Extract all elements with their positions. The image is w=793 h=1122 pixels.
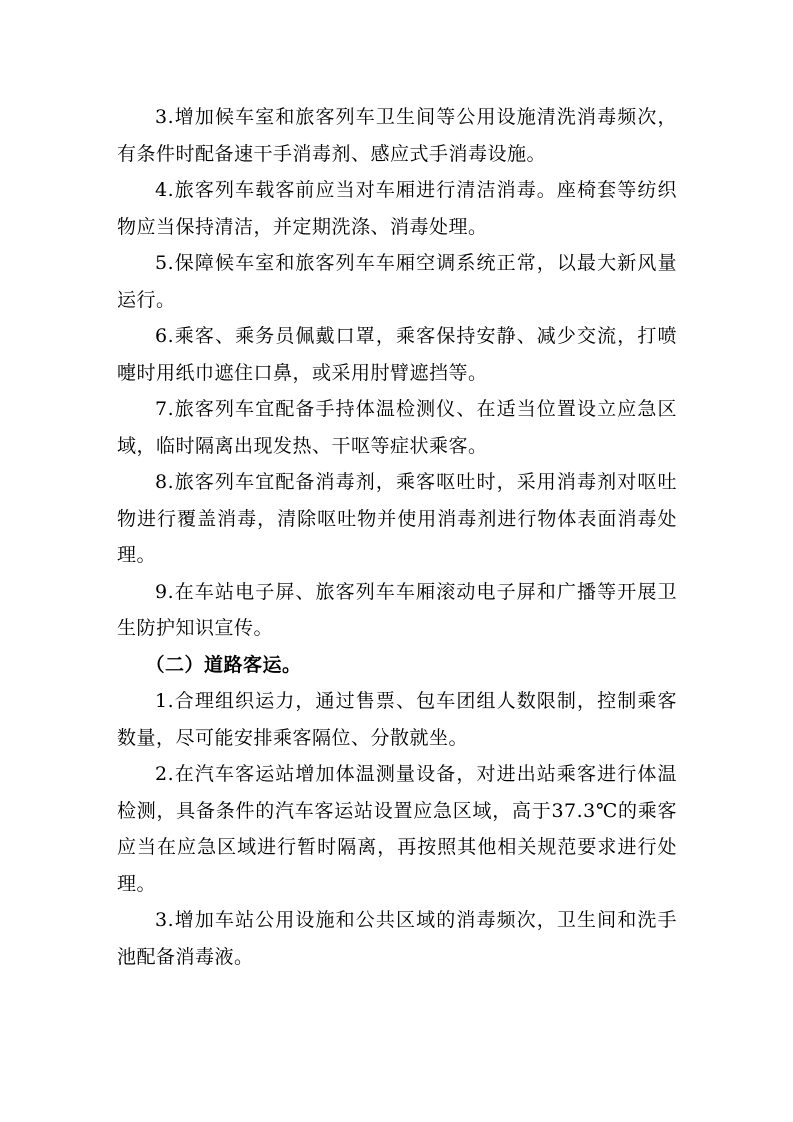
railway-item-3: 3.增加候车室和旅客列车卫生间等公用设施清洗消毒频次，有条件时配备速干手消毒剂、感应式手消毒设施。 [117,106,677,165]
railway-item-5: 5.保障候车室和旅客列车车厢空调系统正常，以最大新风量运行。 [117,252,677,311]
road-item-1: 1.合理组织运力，通过售票、包车团组人数限制，控制乘客数量，尽可能安排乘客隔位、分散就坐。 [117,690,677,749]
railway-item-7: 7.旅客列车宜配备手持体温检测仪、在适当位置设立应急区域，临时隔离出现发热、干呕等症状乘客。 [117,398,677,457]
road-item-2: 2.在汽车客运站增加体温测量设备，对进出站乘客进行体温检测，具备条件的汽车客运站设置应急区域，高于37.3℃的乘客应当在应急区域进行暂时隔离，再按照其他相关规范要求进行处理。 [117,763,677,895]
document-page [117,99,677,975]
road-item-3: 3.增加车站公用设施和公共区域的消毒频次，卫生间和洗手池配备消毒液。 [117,909,677,968]
railway-item-9: 9.在车站电子屏、旅客列车车厢滚动电子屏和广播等开展卫生防护知识宣传。 [117,580,677,639]
railway-item-6: 6.乘客、乘务员佩戴口罩，乘客保持安静、减少交流，打喷嚏时用纸巾遮住口鼻，或采用肘臂遮挡等。 [117,325,677,384]
railway-item-8: 8.旅客列车宜配备消毒剂，乘客呕吐时，采用消毒剂对呕吐物进行覆盖消毒，清除呕吐物并使用消毒剂进行物体表面消毒处理。 [117,471,677,566]
railway-item-4: 4.旅客列车载客前应当对车厢进行清洁消毒。座椅套等纺织物应当保持清洁，并定期洗涤、消毒处理。 [117,179,677,238]
section-heading-road-transport: （二）道路客运。 [145,653,302,676]
